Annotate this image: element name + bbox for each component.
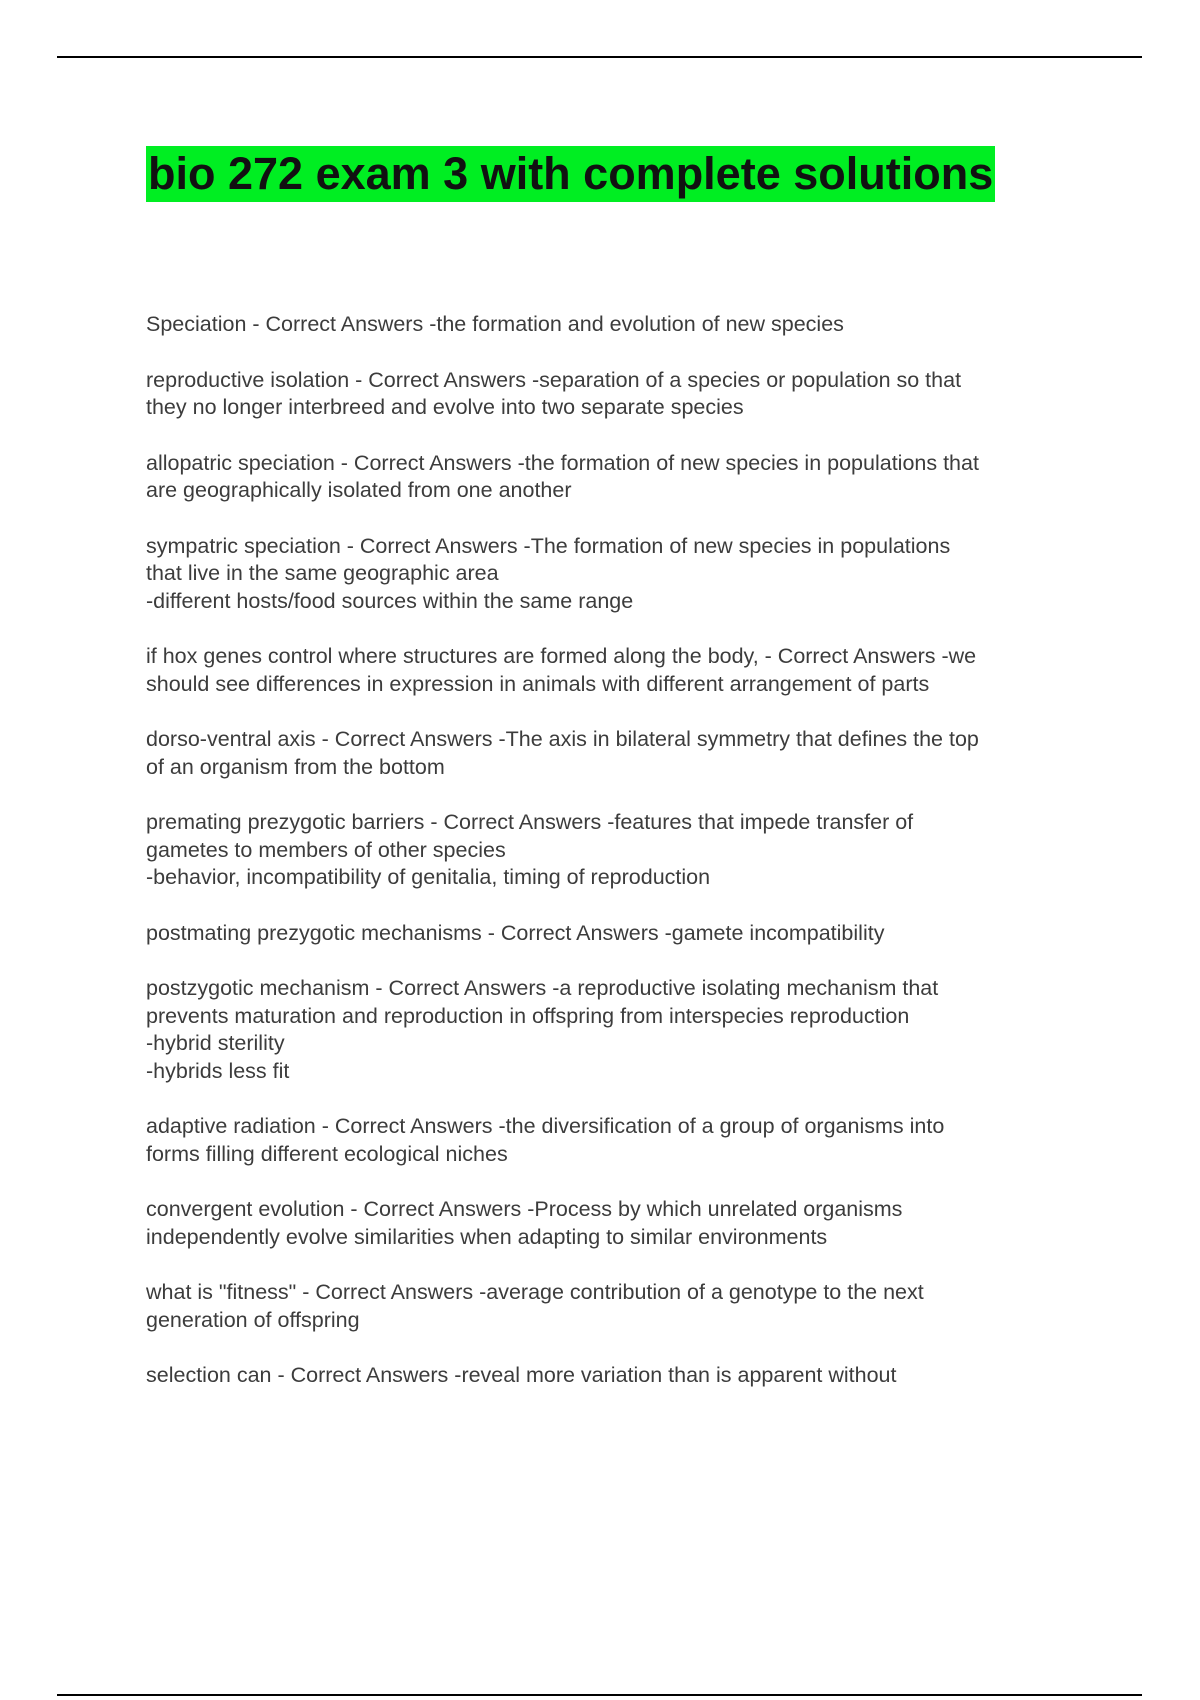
flashcard-entry <box>146 1362 1096 1390</box>
entry-text-line: -different hosts/food sources within the same range <box>146 588 634 613</box>
entry-text-line: they no longer interbreed and evolve into two separate species <box>146 395 744 419</box>
entry-text-line: are geographically isolated from one another <box>146 478 572 502</box>
flashcard-entry <box>146 533 1096 616</box>
entry-text-line: that live in the same geographic area <box>146 561 499 585</box>
flashcard-entry <box>146 809 1096 892</box>
footer-rule <box>57 1694 1142 1696</box>
entry-text-line: of an organism from the bottom <box>146 754 445 779</box>
flashcard-entry <box>146 450 1096 505</box>
entry-text-line: -behavior, incompatibility of genitalia, timing of reproduction <box>146 865 711 889</box>
flashcard-list <box>146 311 1096 1418</box>
entry-text-line: reproductive isolation - Correct Answers -separation of a species or population so that <box>146 367 962 392</box>
entry-text-line: independently evolve similarities when adapting to similar environments <box>146 1224 828 1249</box>
flashcard-entry <box>146 920 1096 948</box>
entry-text-line: adaptive radiation - Correct Answers -the diversification of a group of organisms into <box>146 1114 945 1138</box>
entry-text-line: convergent evolution - Correct Answers -Process by which unrelated organisms <box>146 1197 903 1221</box>
flashcard-entry <box>146 726 1096 781</box>
entry-text-line: gametes to members of other species <box>146 837 506 862</box>
entry-text-line: forms filling different ecological niches <box>146 1141 508 1166</box>
entry-text-line: -hybrid sterility <box>146 1031 285 1055</box>
entry-text-line: premating prezygotic barriers - Correct Answers -features that impede transfer of <box>146 810 914 834</box>
flashcard-entry <box>146 367 1096 422</box>
entry-text-line: should see differences in expression in animals with different arrangement of parts <box>146 671 930 696</box>
title-block <box>146 146 995 202</box>
entry-text-line: postzygotic mechanism - Correct Answers -a reproductive isolating mechanism that <box>146 976 939 1000</box>
entry-text-line: if hox genes control where structures are formed along the body, - Correct Answers -we <box>146 644 977 668</box>
flashcard-entry <box>146 643 1096 698</box>
page-title: bio 272 exam 3 with complete solutions <box>146 146 995 202</box>
entry-text-line: prevents maturation and reproduction in offspring from interspecies reproduction <box>146 1003 910 1028</box>
entry-text-line: sympatric speciation - Correct Answers -The formation of new species in populations <box>146 533 951 558</box>
flashcard-entry <box>146 1279 1096 1334</box>
entry-text-line: Speciation - Correct Answers -the formation and evolution of new species <box>146 312 844 336</box>
flashcard-entry <box>146 1196 1096 1251</box>
entry-text-line: postmating prezygotic mechanisms - Correct Answers -gamete incompatibility <box>146 920 885 945</box>
flashcard-entry <box>146 975 1096 1085</box>
flashcard-entry <box>146 311 1096 339</box>
entry-text-line: -hybrids less fit <box>146 1058 290 1083</box>
entry-text-line: dorso-ventral axis - Correct Answers -The axis in bilateral symmetry that defines the top <box>146 727 979 751</box>
entry-text-line: generation of offspring <box>146 1307 360 1332</box>
entry-text-line: allopatric speciation - Correct Answers -the formation of new species in populations that <box>146 450 979 475</box>
entry-text-line: what is "fitness" - Correct Answers -average contribution of a genotype to the next <box>146 1280 924 1304</box>
flashcard-entry <box>146 1113 1096 1168</box>
entry-text-line: selection can - Correct Answers -reveal more variation than is apparent without <box>146 1363 897 1387</box>
header-rule <box>57 56 1142 58</box>
